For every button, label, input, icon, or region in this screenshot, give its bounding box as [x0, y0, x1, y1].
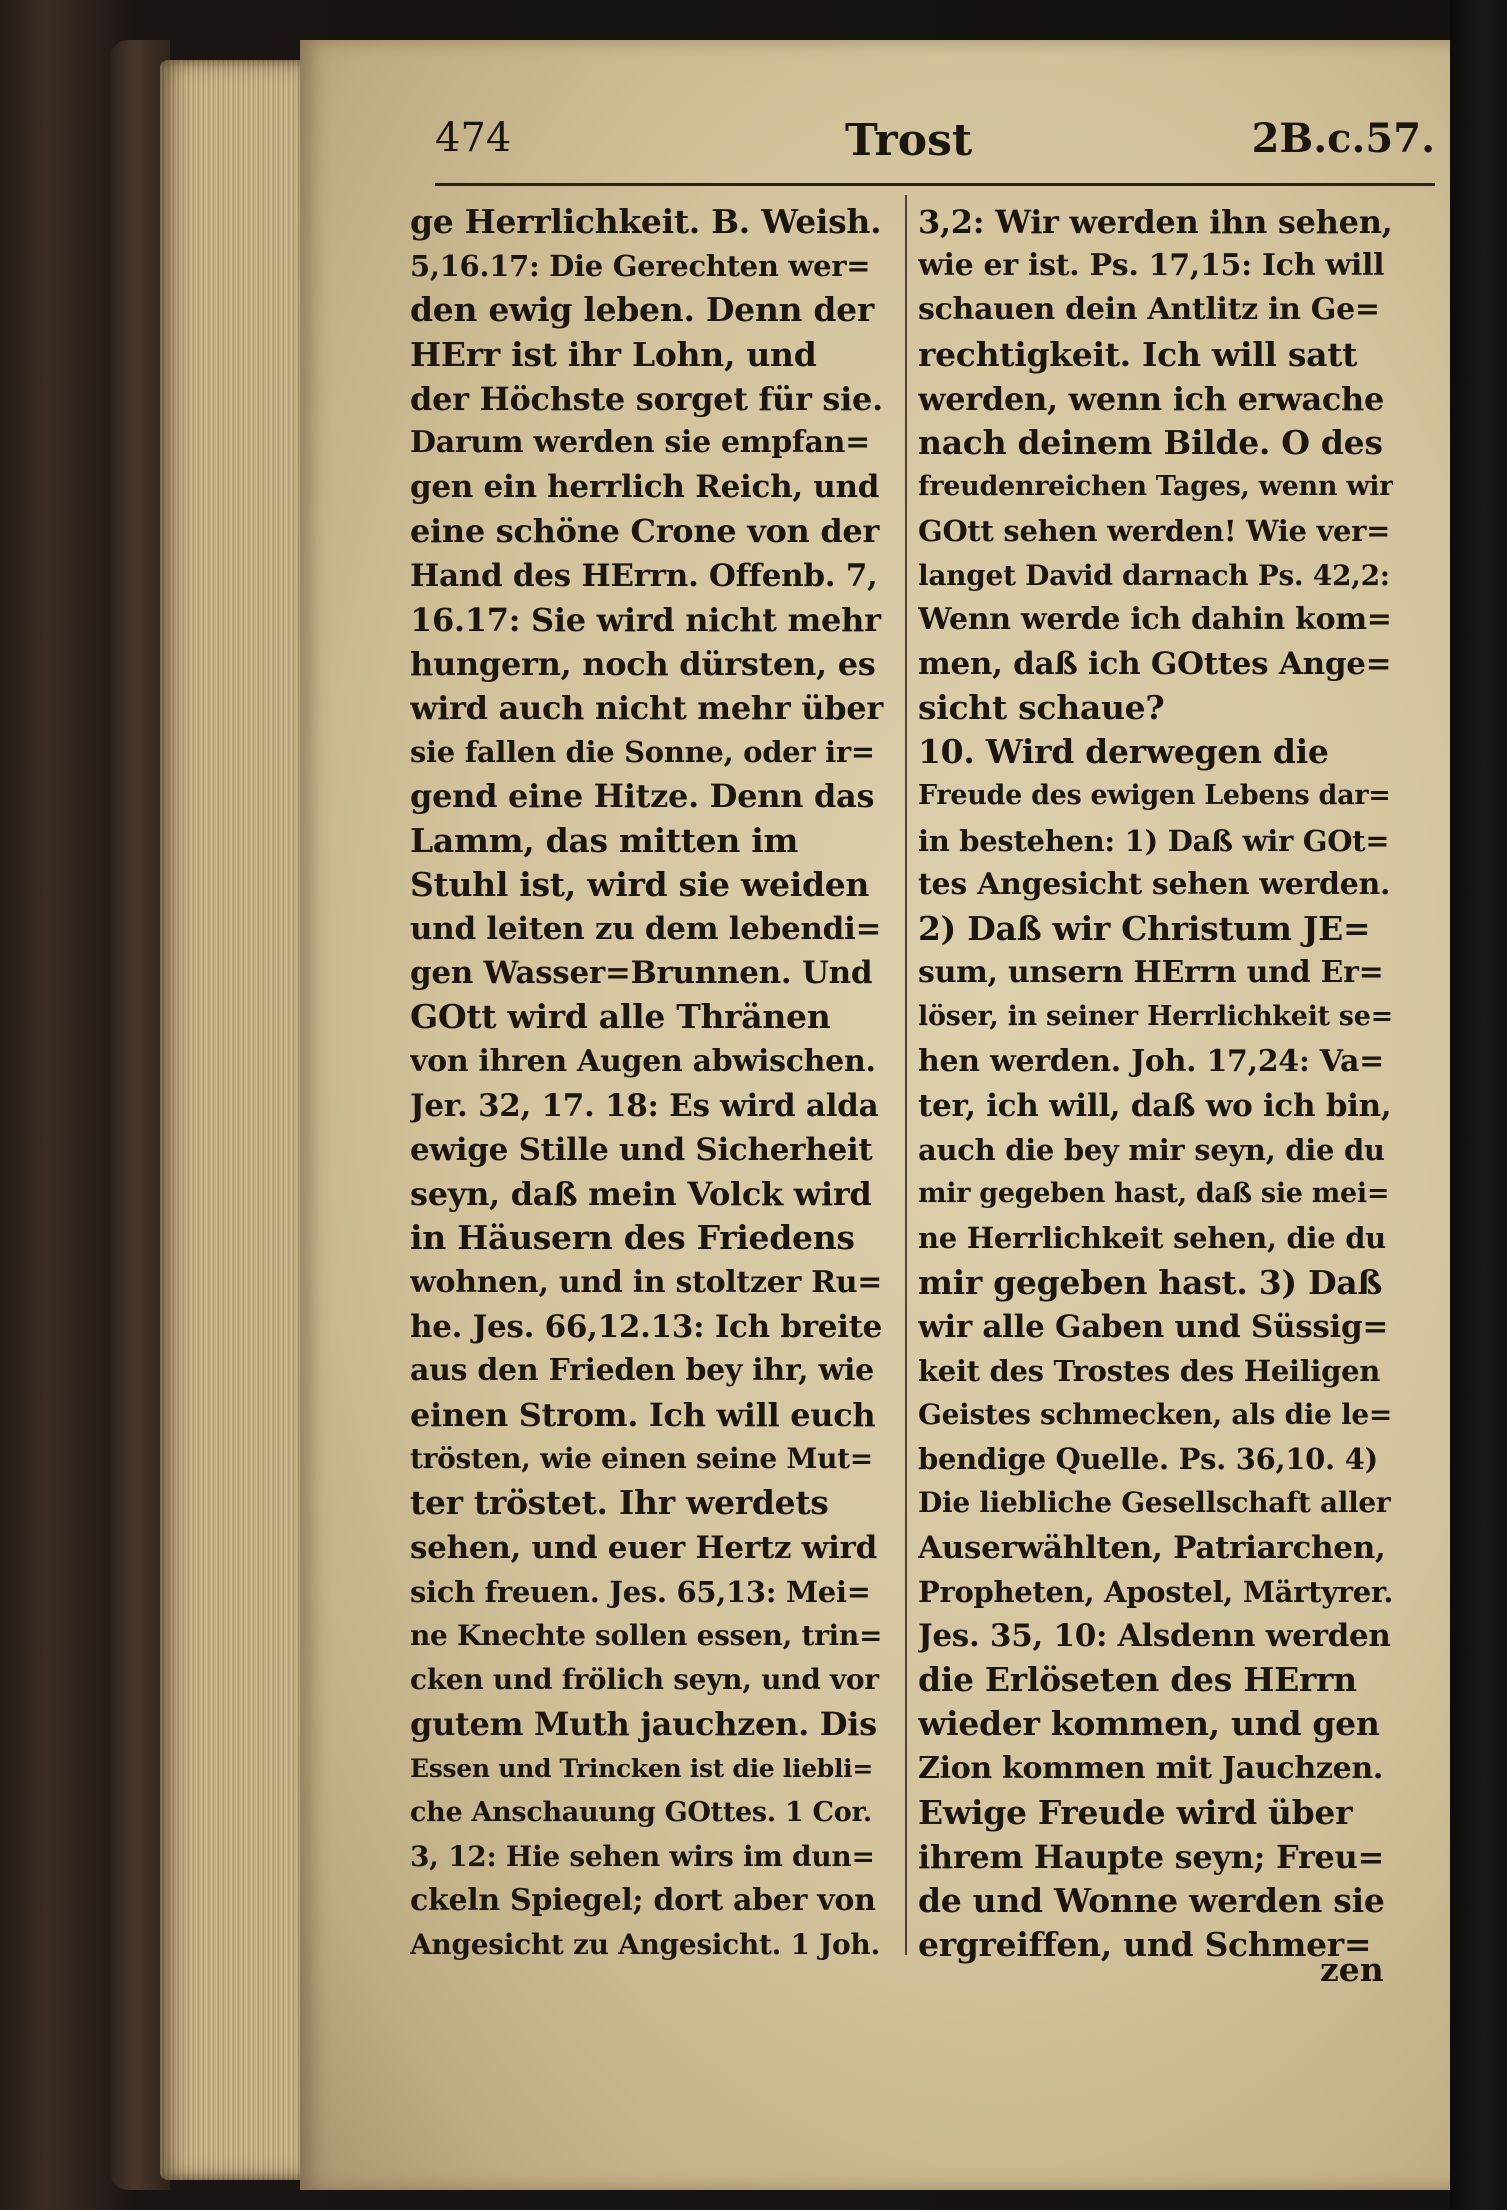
text-line: sehen, und euer Hertz wird — [410, 1529, 877, 1566]
text-line: ter tröstet. Ihr werdets — [410, 1483, 829, 1523]
text-line: sicht schaue? — [918, 688, 1165, 728]
text-line: de und Wonne werden sie — [918, 1881, 1385, 1921]
text-line: und leiten zu dem lebendi= — [410, 911, 882, 947]
page-block-edge — [160, 60, 310, 2180]
text-line: wie er ist. Ps. 17,15: Ich will — [918, 248, 1385, 284]
text-line: in Häusern des Friedens — [410, 1218, 855, 1258]
text-line: ne Herrlichkeit sehen, die du — [918, 1221, 1386, 1256]
text-line: 3, 12: Hie sehen wirs im dun= — [410, 1839, 875, 1873]
page-number: 474 — [435, 115, 512, 161]
text-line: che Anschauung GOttes. 1 Cor. — [410, 1796, 872, 1828]
text-line: wieder kommen, und gen — [918, 1704, 1380, 1744]
text-line: seyn, daß mein Volck wird — [410, 1175, 872, 1214]
text-line: wir alle Gaben und Süssig= — [918, 1308, 1389, 1345]
text-line: GOtt wird alle Thränen — [410, 997, 831, 1037]
text-line: langet David darnach Ps. 42,2: — [918, 558, 1390, 592]
text-line: ne Knechte sollen essen, trin= — [410, 1619, 883, 1652]
text-line: die Erlöseten des HErrn — [918, 1660, 1357, 1700]
header-rule — [435, 183, 1435, 186]
text-line: Zion kommen mit Jauchzen. — [918, 1750, 1384, 1786]
text-line: 2) Daß wir Christum JE= — [918, 909, 1371, 948]
text-line: Wenn werde ich dahin kom= — [918, 601, 1392, 637]
chapter-reference: 2B.c.57. — [1251, 115, 1435, 162]
text-line: GOtt sehen werden! Wie ver= — [918, 514, 1391, 549]
text-line: Auserwählten, Patriarchen, — [918, 1529, 1386, 1566]
text-line: rechtigkeit. Ich will satt — [918, 334, 1358, 374]
text-line: men, daß ich GOttes Ange= — [918, 645, 1392, 682]
text-line: Geistes schmecken, als die le= — [918, 1398, 1393, 1432]
text-line: eine schöne Crone von der — [410, 512, 880, 551]
text-line: gen ein herrlich Reich, und — [410, 469, 880, 506]
text-line: sich freuen. Jes. 65,13: Mei= — [410, 1574, 871, 1609]
text-line: Propheten, Apostel, Märtyrer. — [918, 1574, 1393, 1609]
text-line: Ewige Freude wird über — [918, 1792, 1353, 1832]
text-line: gend eine Hitze. Denn das — [410, 777, 875, 816]
text-line: Freude des ewigen Lebens dar= — [918, 780, 1391, 812]
text-line: sum, unsern HErrn und Er= — [918, 955, 1384, 991]
text-line: wohnen, und in stoltzer Ru= — [410, 1264, 883, 1300]
text-line: aus den Frieden bey ihr, wie — [410, 1352, 874, 1388]
text-line: 10. Wird derwegen die — [918, 732, 1329, 772]
column-divider — [905, 195, 907, 1955]
text-line: ge Herrlichkeit. B. Weish. — [410, 202, 882, 241]
text-line: schauen dein Antlitz in Ge= — [918, 292, 1380, 328]
text-line: Darum werden sie empfan= — [410, 424, 871, 460]
text-line: ter, ich will, daß wo ich bin, — [918, 1087, 1392, 1124]
text-line: freudenreichen Tages, wenn wir — [918, 471, 1393, 503]
text-line: Stuhl ist, wird sie weiden — [410, 864, 870, 904]
text-column-left — [410, 200, 885, 2000]
text-line: wird auch nicht mehr über — [410, 689, 883, 728]
text-line: cken und frölich seyn, und vor — [410, 1663, 879, 1697]
text-line: löser, in seiner Herrlichkeit se= — [918, 1001, 1393, 1033]
text-line: von ihren Augen abwischen. — [410, 1043, 876, 1079]
text-line: in bestehen: 1) Daß wir GOt= — [918, 823, 1390, 858]
text-line: Jer. 32, 17. 18: Es wird alda — [410, 1087, 879, 1124]
text-line: keit des Trostes des Heiligen — [918, 1353, 1381, 1388]
text-line: einen Strom. Ich will euch — [410, 1396, 876, 1435]
text-line: den ewig leben. Denn der — [410, 290, 874, 330]
text-line: nach deinem Bilde. O des — [918, 422, 1383, 462]
text-line: Jes. 35, 10: Alsdenn werden — [918, 1618, 1391, 1654]
book-cover-right — [1450, 0, 1507, 2210]
text-line: sie fallen die Sonne, oder ir= — [410, 735, 875, 770]
text-line: Angesicht zu Angesicht. 1 Joh. — [410, 1928, 880, 1962]
text-line: he. Jes. 66,12.13: Ich breite — [410, 1308, 883, 1345]
page-header — [435, 115, 1435, 175]
text-line: Die liebliche Gesellschaft aller — [918, 1486, 1391, 1520]
text-line: ergreiffen, und Schmer= — [918, 1925, 1372, 1965]
catchword: zen — [1320, 1950, 1384, 1989]
text-line: ewige Stille und Sicherheit — [410, 1131, 873, 1168]
text-line: hungern, noch dürsten, es — [410, 644, 876, 683]
text-line: werden, wenn ich erwache — [918, 379, 1385, 418]
text-line: ckeln Spiegel; dort aber von — [410, 1883, 876, 1919]
text-line: Lamm, das mitten im — [410, 820, 799, 860]
text-line: HErr ist ihr Lohn, und — [410, 334, 817, 374]
text-line: der Höchste sorget für sie. — [410, 379, 883, 418]
text-line: trösten, wie einen seine Mut= — [410, 1442, 873, 1476]
text-line: auch die bey mir seyn, die du — [918, 1132, 1385, 1167]
text-line: hen werden. Joh. 17,24: Va= — [918, 1043, 1384, 1079]
text-line: Hand des HErrn. Offenb. 7, — [410, 557, 878, 594]
text-line: 3,2: Wir werden ihn sehen, — [918, 203, 1393, 241]
text-line: tes Angesicht sehen werden. — [918, 866, 1391, 902]
text-line: mir gegeben hast. 3) Daß — [918, 1262, 1383, 1302]
text-line: gutem Muth jauchzen. Dis — [410, 1705, 877, 1744]
text-column-right — [918, 200, 1393, 2000]
running-title: Trost — [845, 115, 973, 166]
text-line: Essen und Trincken ist die liebli= — [410, 1753, 874, 1783]
text-line: ihrem Haupte seyn; Freu= — [918, 1837, 1384, 1876]
text-line: mir gegeben hast, daß sie mei= — [918, 1178, 1390, 1210]
text-line: bendige Quelle. Ps. 36,10. 4) — [918, 1442, 1378, 1477]
text-line: 16.17: Sie wird nicht mehr — [410, 600, 881, 639]
text-line: 5,16.17: Die Gerechten wer= — [410, 249, 871, 284]
text-line: gen Wasser=Brunnen. Und — [410, 955, 873, 992]
